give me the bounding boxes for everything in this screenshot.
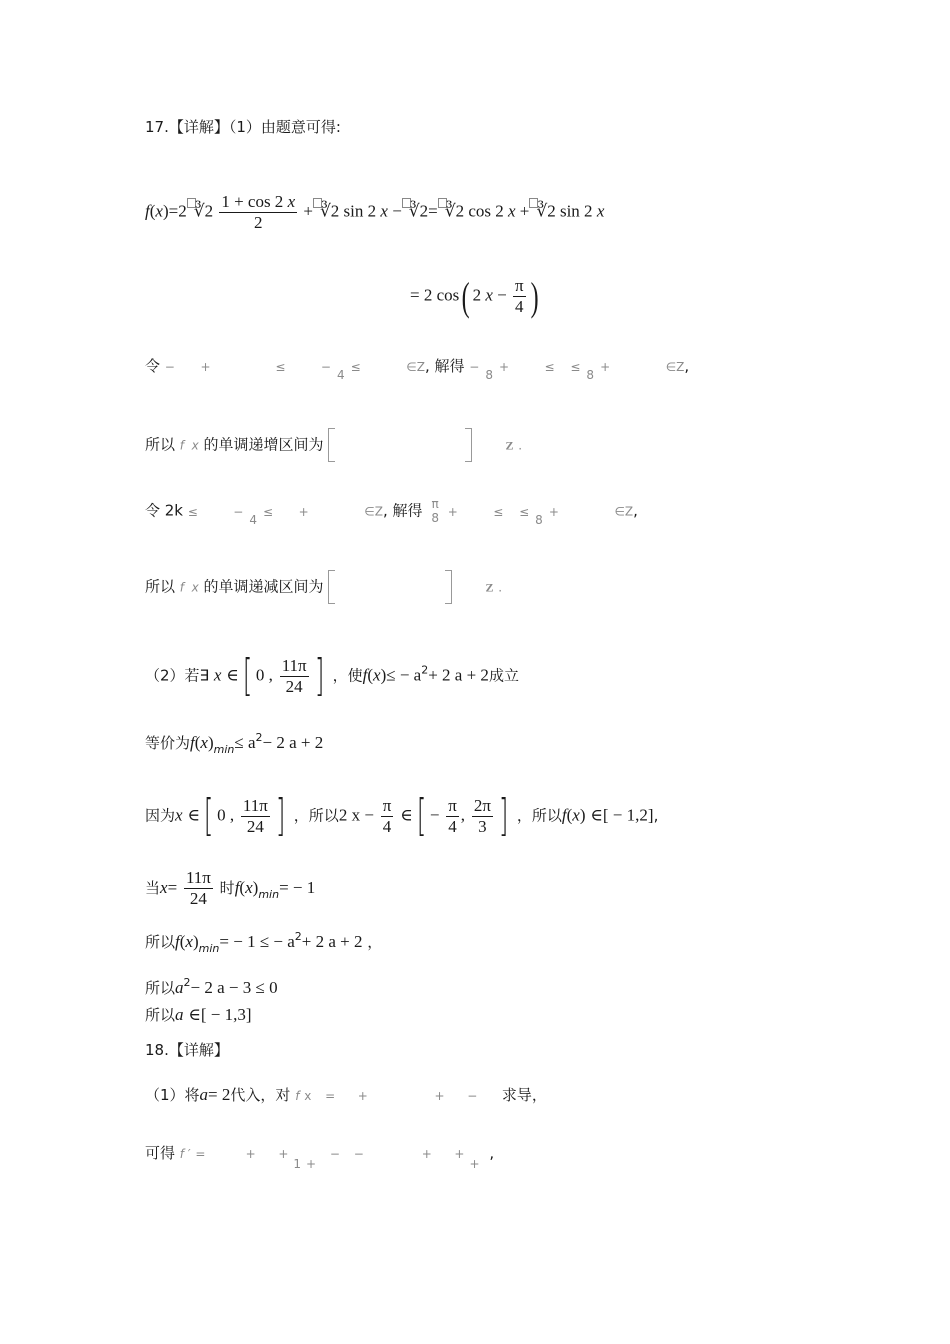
x-symbol: x: [185, 932, 193, 951]
fraction: [472, 796, 493, 837]
placeholder-box-icon: [529, 198, 538, 208]
suoyi-text: 所以: [145, 933, 176, 951]
fraction: [381, 796, 394, 837]
frac-den: 8: [431, 511, 439, 525]
set-z: ∈Z: [665, 360, 685, 374]
q18-heading-text: 18.【详解】: [145, 1041, 229, 1059]
increase-label: 的单调递增区间为: [203, 435, 324, 454]
eq-text: =: [428, 201, 438, 221]
frac-den: 24: [246, 816, 264, 836]
yinwei-text: 因为: [145, 806, 176, 825]
chengli-text: 成立: [488, 666, 519, 685]
q17-answer: [145, 1005, 252, 1025]
f-symbol: f: [175, 932, 180, 951]
faint-fprime: f ′: [179, 1147, 191, 1161]
x-symbol: x: [380, 201, 388, 221]
bracket-right: ]: [314, 650, 324, 701]
f-symbol: f: [362, 665, 368, 685]
bracket-right: [465, 428, 472, 462]
decrease-label: 的单调递减区间为: [203, 577, 324, 596]
interval-zero: 0 ,: [217, 805, 235, 825]
comma: ,: [424, 357, 430, 375]
comma: ,: [633, 501, 638, 520]
min-subscript: min: [198, 942, 220, 955]
faint-expr: = + +1+ − − + ++: [195, 1147, 485, 1171]
faint-expr: ≤ −4≤ +: [187, 504, 315, 527]
comma: ,: [489, 1144, 495, 1162]
q18-heading: [145, 1040, 229, 1060]
jiede-text: 解得: [392, 501, 423, 520]
in-symbol: ∈: [226, 665, 239, 685]
faint-f: f: [295, 1089, 300, 1103]
f-symbol: f: [561, 805, 567, 825]
fraction: [280, 656, 309, 697]
equiv-prefix: 等价为: [145, 734, 191, 752]
frac-num: 11π: [242, 795, 268, 815]
paren-left: (: [461, 273, 470, 319]
faint-fx: f x: [179, 438, 199, 453]
dang-text: 当: [145, 879, 161, 897]
paren-right: ): [530, 273, 539, 319]
frac-den: 24: [189, 889, 207, 908]
frac-den: 24: [285, 676, 303, 696]
eq-cos: = 2 cos: [410, 285, 460, 305]
x-symbol: x: [160, 878, 168, 897]
faint-expr: x = + + −: [304, 1089, 483, 1103]
x-symbol: x: [213, 665, 222, 685]
fraction: [241, 796, 270, 837]
q17-expansion-line: f(x)=2 ∛2 $\frac{1 + \cos 2 x}{2}$ + ∛2 sin 2 x − ∛2= ∛2 cos 2 x + ∛2 sin 2 x: [145, 192, 605, 232]
set-z: Z: [505, 438, 514, 453]
in-symbol: ∈: [590, 805, 603, 825]
ineq-expr: = − 1 ≤ − a: [219, 932, 295, 951]
exponent: 2: [183, 976, 191, 989]
set-z: ∈Z: [406, 360, 425, 374]
frac-num: 2π: [473, 795, 491, 815]
bracket-left: [328, 428, 335, 462]
placeholder-box-icon: [313, 198, 322, 208]
frac-num: π: [448, 795, 457, 815]
jiede-text: 解得: [434, 357, 465, 375]
bracket-left: [328, 570, 335, 604]
bracket-left: [: [203, 790, 214, 841]
frac-num: π: [382, 795, 392, 815]
x-symbol: x: [175, 805, 183, 825]
f-symbol: f: [145, 201, 150, 221]
q17-heading-text: 17.【详解】（1）由题意可得:: [145, 118, 341, 136]
exponent: 2: [255, 731, 263, 744]
rhs-expr: ≤ − a: [386, 665, 422, 685]
in-symbol: ∈: [187, 805, 200, 825]
suoyi-text: ，所以: [516, 806, 562, 825]
x-symbol: x: [485, 285, 493, 305]
min-subscript: min: [213, 743, 235, 756]
shi-text: ，使: [332, 666, 363, 685]
suoyi-text: 所以: [145, 577, 176, 596]
dairu-text: 代入，对: [230, 1086, 291, 1104]
part2-prefix: （2）若∃: [145, 666, 210, 685]
faint-expr: −8+ ≤ ≤8+: [469, 360, 617, 382]
min-value: = − 1: [279, 878, 316, 897]
rhs-expr: ≤ a: [234, 733, 256, 752]
exponent: 2: [294, 930, 302, 943]
eq-2: = 2: [208, 1085, 231, 1104]
x-symbol: x: [596, 201, 605, 221]
q17-increase-interval: [145, 428, 522, 462]
in-symbol: ∈: [400, 805, 413, 825]
placeholder-box-icon: [402, 198, 411, 208]
q17-heading: [145, 117, 341, 137]
q17-part2-condition: （2）若∃ x ∈[ 0 , $\frac{11\pi}{24}$ ] ，使$f(x)\le - a^2+ 2$ a + 2成立: [145, 650, 519, 701]
x-symbol: x: [507, 201, 516, 221]
q18-substitute: [145, 1085, 547, 1106]
min-subscript: min: [258, 888, 280, 901]
plus-sign: +: [303, 201, 313, 221]
q17-simplified-line: [410, 273, 541, 319]
placeholder-box-icon: [187, 198, 196, 208]
fraction: [429, 497, 441, 525]
q17-decrease-interval: [145, 570, 502, 604]
frac-den: 2: [253, 213, 263, 232]
frac-den: 4: [515, 297, 524, 316]
suoyi-text: 所以: [145, 979, 176, 997]
suoyi-text: ，所以: [293, 806, 339, 825]
fraction: [184, 868, 213, 909]
interval-zero: 0 ,: [255, 665, 273, 685]
range-value: [ − 1,2]: [602, 805, 654, 825]
bracket-right: ]: [275, 790, 286, 841]
faint-fx: f x: [179, 580, 199, 595]
minus-sign: −: [497, 285, 507, 305]
minus-sign: −: [429, 805, 440, 825]
a-symbol: a: [199, 1085, 209, 1104]
set-z: Z: [485, 580, 494, 595]
q18-derivative: [145, 1143, 494, 1174]
f-symbol: f: [234, 878, 240, 897]
rhs-rest: + 2 a + 2: [428, 665, 489, 685]
q17-min-value: 当x= $\frac{11\pi}{24}$ 时$f(x)_{min}= - 1$: [145, 868, 316, 908]
q17-increase-condition: [145, 356, 689, 385]
suoyi-text: 所以: [145, 1006, 176, 1024]
root-arg: 2: [419, 201, 429, 221]
bracket-left: [: [416, 790, 426, 841]
term-sin: 2 sin 2: [330, 201, 377, 221]
fraction: [219, 192, 297, 233]
minus-sign: −: [392, 201, 402, 221]
frac-num: π: [431, 497, 439, 511]
comma: ,: [684, 357, 690, 375]
suoyi-text: 所以: [145, 435, 176, 454]
root-arg: 2: [204, 201, 214, 221]
set-z: ∈Z: [364, 504, 383, 519]
frac-den: 4: [382, 816, 392, 836]
x-symbol: x: [245, 878, 253, 897]
ling-text: 令: [145, 357, 161, 375]
x-symbol: x: [572, 805, 580, 825]
eq-text: =: [167, 878, 178, 897]
q17-decrease-condition: 令 2k ≤ −4≤ + ∈Z, 解得 π 8 + ≤ ≤8+ ∈Z,: [145, 497, 638, 527]
f-symbol: f: [190, 733, 195, 752]
frac-num: π: [514, 276, 524, 295]
ineq-rest: + 2 a + 2: [301, 932, 363, 951]
placeholder-box-icon: [438, 198, 447, 208]
x-symbol: x: [373, 665, 381, 685]
x-symbol: x: [200, 733, 208, 752]
kede-text: 可得: [145, 1144, 176, 1162]
bracket-right: ]: [498, 790, 509, 841]
quadratic-rest: − 2 a − 3 ≤ 0: [190, 978, 278, 997]
a-symbol: a: [175, 978, 184, 997]
qiudao-text: 求导，: [501, 1086, 547, 1104]
period: .: [498, 580, 503, 595]
fraction: [513, 276, 526, 317]
plus-sign: +: [519, 201, 530, 221]
a-symbol: a: [175, 1005, 184, 1024]
exponent: 2: [421, 663, 429, 677]
frac-num: 11π: [185, 868, 211, 887]
term-sin: 2 sin 2: [547, 201, 593, 221]
bracket-left: [: [242, 650, 253, 701]
expr-2x: 2 x −: [338, 805, 374, 825]
ling-text: 令 2k: [145, 501, 183, 520]
frac-den: 4: [448, 816, 457, 836]
eq-text: =2: [168, 201, 187, 221]
q18-prefix: （1）将: [145, 1086, 200, 1104]
faint-expr: + ≤ ≤8+: [447, 504, 565, 527]
fraction: [446, 796, 459, 837]
comma: ,: [653, 806, 659, 825]
set-z: ∈Z: [614, 504, 634, 519]
q17-inequality: 所以$f(x)_{min}= - 1$ ≤ − $a^2+ 2$ a + 2 ，: [145, 930, 383, 955]
q17-equivalent: 等价为$f(x)_{min}\le a^2- 2$ a + 2: [145, 731, 324, 756]
frac-num: 1 + cos 2: [221, 192, 284, 211]
in-symbol: ∈: [188, 1005, 201, 1024]
term-cos: 2 cos 2: [455, 201, 504, 221]
q17-quadratic: [145, 973, 278, 998]
period: .: [518, 438, 523, 453]
q17-range-derivation: 因为x ∈[ 0 , $\frac{11\pi}{24}$ ] ，所以2 x − $\frac{\pi}{4}$ ∈[ − $\frac{\pi}{4}$ , $\frac{2\pi}{3}$ ] ，所以f(x) ∈[ − 1,2],: [145, 790, 659, 841]
frac-den: 3: [478, 816, 487, 836]
frac-num-x: x: [287, 192, 296, 211]
faint-expr: − + ≤ −4≤: [164, 360, 367, 382]
rhs-rest: − 2 a + 2: [262, 733, 324, 752]
frac-num: 11π: [281, 655, 307, 675]
range-value: [ − 1,3]: [200, 1005, 252, 1024]
shi-text: 时: [219, 879, 235, 897]
coef-2: 2: [472, 285, 482, 305]
x-symbol: x: [155, 201, 163, 221]
comma: ，: [367, 933, 383, 951]
bracket-right: [445, 570, 452, 604]
